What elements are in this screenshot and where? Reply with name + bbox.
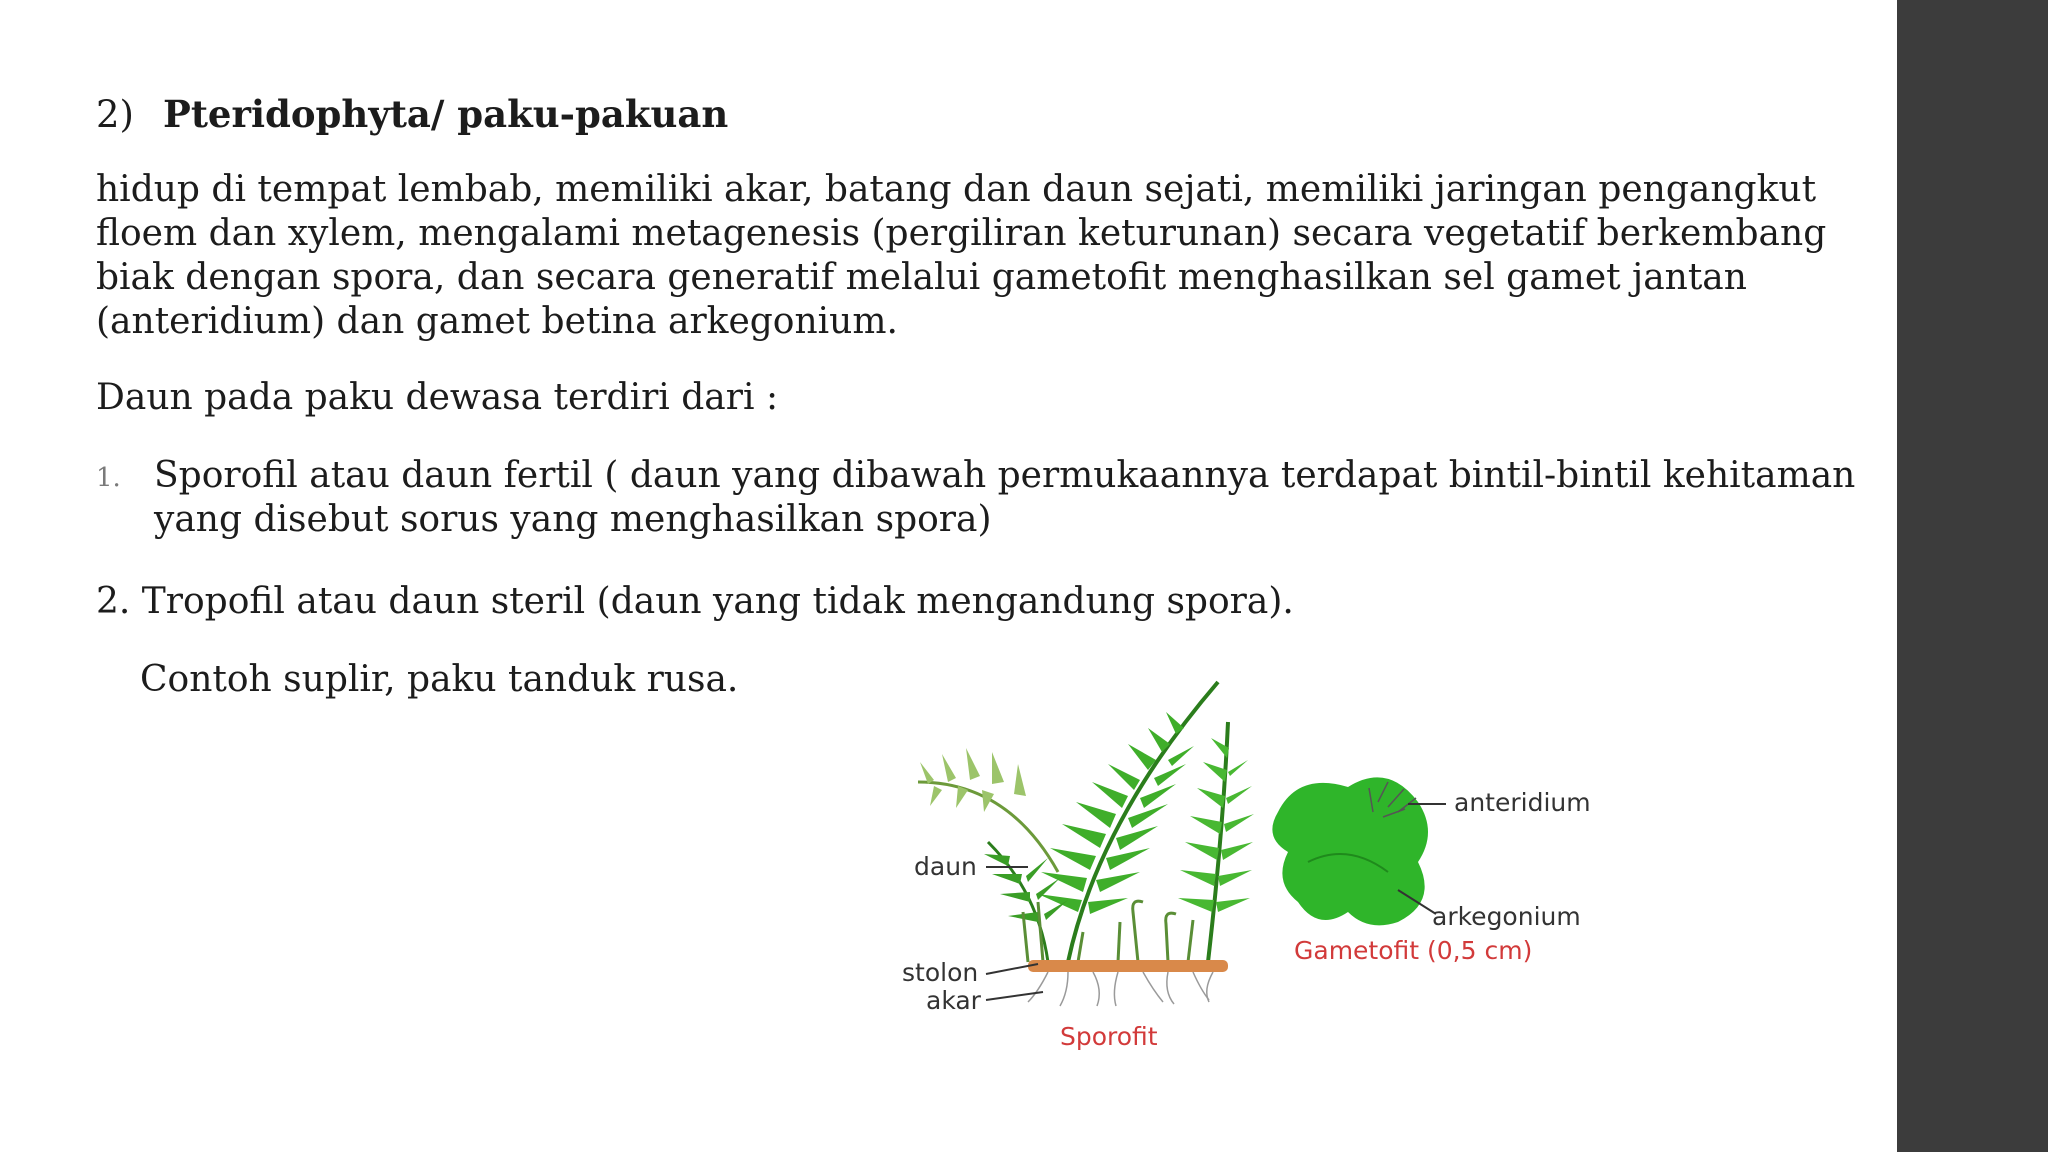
label-anteridium: anteridium [1454,788,1591,817]
stolon-shape [1028,960,1228,972]
label-daun: daun [914,852,977,881]
slide-heading [96,90,728,139]
gametophyte-shape [1272,777,1428,925]
description-paragraph: hidup di tempat lembab, memiliki akar, batang dan daun sejati, memiliki jaringan pengangkut floem dan xylem, mengalami metagenesis (pergiliran keturunan) secara vegetatif berkembang biak dengan spora, dan secara generatif melalui gametofit menghasilkan sel gamet jantan (anteridium) dan gamet betina arkegonium. [96,169,1827,342]
heading-number: 2) [96,93,134,136]
label-akar: akar [926,986,981,1015]
roots [1028,972,1213,1006]
label-gametofit: Gametofit (0,5 cm) [1294,936,1533,965]
label-stolon: stolon [902,958,979,987]
example-text: Contoh suplir, paku tanduk rusa. [140,659,739,700]
list-item-text: Sporofil atau daun fertil ( daun yang dibawah permukaannya terdapat bintil-bintil kehitaman yang disebut sorus yang menghasilkan spora) [154,455,1856,540]
fern-life-cycle-figure [878,662,1624,1060]
sporophyte-fronds [918,682,1254,962]
list-item-sporofil [96,454,1886,542]
label-sporofit: Sporofit [1060,1022,1158,1051]
fern-illustration [878,662,1624,1060]
heading-title: Pteridophyta/ paku-pakuan [163,92,729,136]
list-item-tropofil: 2. Tropofil atau daun steril (daun yang tidak mengandung spora). [96,581,1294,622]
label-arkegonium: arkegonium [1432,902,1581,931]
list-marker: 1. [96,463,121,493]
right-sidebar-panel [1897,0,2048,1152]
leaf-intro: Daun pada paku dewasa terdiri dari : [96,377,779,418]
